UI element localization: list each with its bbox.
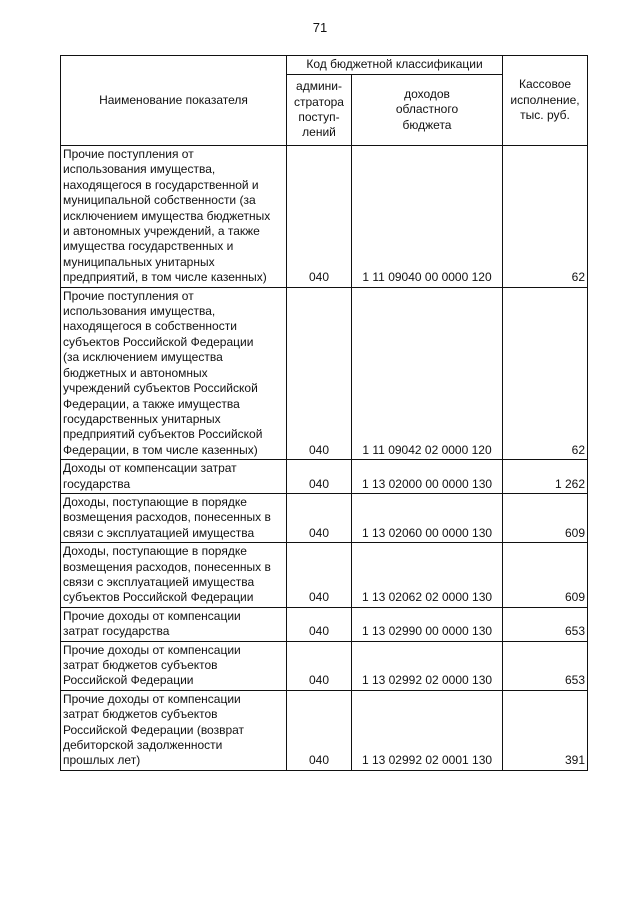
table-row	[61, 543, 588, 608]
table-row	[61, 287, 588, 459]
table-row	[61, 493, 588, 542]
row-amount: 62	[503, 146, 588, 288]
row-amount: 609	[503, 493, 588, 542]
row-name: Доходы, поступающие в порядке возмещения расходов, понесенных в связи с эксплуатацией имущества субъектов Российской Федерации	[61, 543, 287, 608]
row-admin-code: 040	[287, 607, 352, 641]
row-amount: 391	[503, 690, 588, 770]
row-name: Доходы от компенсации затрат государства	[61, 460, 287, 494]
budget-table	[60, 55, 588, 771]
table-row	[61, 607, 588, 641]
row-budget-code: 1 11 09042 02 0000 120	[352, 287, 503, 459]
header-execution: Кассовое исполнение, тыс. руб.	[503, 56, 588, 146]
row-budget-code: 1 13 02992 02 0000 130	[352, 641, 503, 690]
header-name: Наименование показателя	[61, 56, 287, 146]
row-amount: 653	[503, 641, 588, 690]
row-budget-code: 1 11 09040 00 0000 120	[352, 146, 503, 288]
row-budget-code: 1 13 02062 02 0000 130	[352, 543, 503, 608]
row-name: Прочие поступления от использования имущества, находящегося в государственной и муниципальной собственности (за исключением имущества бюджетных и автономных учреждений, а также имущества государственных и муниципальных унитарных предприятий, в том числе казенных)	[61, 146, 287, 288]
row-amount: 1 262	[503, 460, 588, 494]
row-name: Доходы, поступающие в порядке возмещения расходов, понесенных в связи с эксплуатацией имущества	[61, 493, 287, 542]
table-row	[61, 641, 588, 690]
header-code-group: Код бюджетной классификации	[287, 56, 503, 75]
header-income: доходов областного бюджета	[352, 75, 503, 146]
table-header	[61, 56, 588, 146]
row-amount: 62	[503, 287, 588, 459]
row-admin-code: 040	[287, 287, 352, 459]
row-amount: 609	[503, 543, 588, 608]
page-number: 71	[312, 20, 328, 35]
row-admin-code: 040	[287, 543, 352, 608]
header-admin: админи- стратора поступ- лений	[287, 75, 352, 146]
row-amount: 653	[503, 607, 588, 641]
row-admin-code: 040	[287, 493, 352, 542]
row-admin-code: 040	[287, 146, 352, 288]
row-name: Прочие доходы от компенсации затрат бюджетов субъектов Российской Федерации (возврат дебиторской задолженности прошлых лет)	[61, 690, 287, 770]
table-row	[61, 146, 588, 288]
table-row	[61, 690, 588, 770]
table-row	[61, 460, 588, 494]
row-admin-code: 040	[287, 690, 352, 770]
row-name: Прочие поступления от использования имущества, находящегося в собственности субъектов Российской Федерации (за исключением имущества бюджетных и автономных учреждений субъектов Российской Федерации, а также имущества государственных унитарных предприятий субъектов Российской Федерации, в том числе казенных)	[61, 287, 287, 459]
row-admin-code: 040	[287, 641, 352, 690]
row-name: Прочие доходы от компенсации затрат бюджетов субъектов Российской Федерации	[61, 641, 287, 690]
row-budget-code: 1 13 02992 02 0001 130	[352, 690, 503, 770]
row-admin-code: 040	[287, 460, 352, 494]
row-budget-code: 1 13 02990 00 0000 130	[352, 607, 503, 641]
row-name: Прочие доходы от компенсации затрат государства	[61, 607, 287, 641]
row-budget-code: 1 13 02000 00 0000 130	[352, 460, 503, 494]
row-budget-code: 1 13 02060 00 0000 130	[352, 493, 503, 542]
